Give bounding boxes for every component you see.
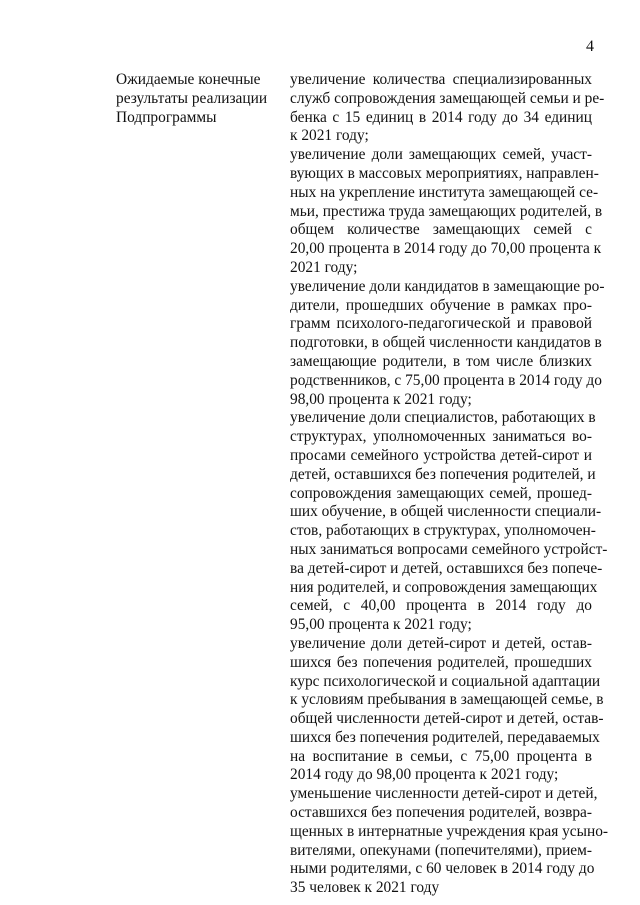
result-line: ва детей-сирот и детей, оставшихся без попече- <box>290 559 603 577</box>
result-line: ных заниматься вопросами семейного устройст- <box>290 540 608 558</box>
section-label-line: Подпрограммы <box>116 108 217 126</box>
result-line: мьи, престижа труда замещающих родителей, в <box>290 202 603 220</box>
result-line: 98,00 процента к 2021 году; <box>290 390 472 408</box>
section-label-line: результаты реализации <box>116 89 268 107</box>
result-item <box>290 277 605 410</box>
result-line: дители, прошедших обучение в рамках про- <box>290 296 592 314</box>
result-item <box>290 785 609 898</box>
result-line: 2021 году; <box>290 258 358 276</box>
result-item <box>290 409 608 635</box>
page-number: 4 <box>586 38 594 55</box>
expected-results-list <box>290 71 609 898</box>
result-line: 35 человек к 2021 году <box>290 879 440 897</box>
result-item <box>290 146 603 278</box>
result-line: ных на укрепление института замещающей се- <box>290 183 599 201</box>
result-item <box>290 71 605 146</box>
result-line: служб сопровождения замещающей семьи и ре- <box>290 89 605 107</box>
result-line: ших обучение, в общей численности специали- <box>290 503 602 521</box>
result-line: увеличение доли кандидатов в замещающие ро- <box>290 277 605 295</box>
result-line: просами семейного устройства детей-сирот и <box>290 446 592 464</box>
result-line: вующих в массовых мероприятиях, направлен- <box>290 164 599 182</box>
result-line: щенных в интернатные учреждения края усыно- <box>290 822 609 840</box>
result-line: оставшихся без попечения родителей, возвра- <box>290 804 592 822</box>
result-line: 95,00 процента к 2021 году; <box>290 616 472 634</box>
result-line: родственников, с 75,00 процента в 2014 году до <box>290 371 602 389</box>
result-line: увеличение доли специалистов, работающих в <box>290 409 596 427</box>
result-item <box>290 634 604 785</box>
result-line: ными родителями, с 60 человек в 2014 году до <box>290 860 595 878</box>
result-line: вителями, опекунами (попечителями), прием- <box>290 841 592 859</box>
result-line: к 2021 году; <box>290 127 369 145</box>
result-line: 20,00 процента в 2014 году до 70,00 процента к <box>290 240 602 258</box>
section-label <box>116 71 276 127</box>
result-line: общем количестве замещающих семей с <box>290 221 592 239</box>
result-line: уменьшение численности детей-сирот и детей, <box>290 785 598 803</box>
result-line: стов, работающих в структурах, уполномочен- <box>290 522 596 540</box>
result-line: структурах, уполномоченных заниматься во- <box>290 428 592 446</box>
result-line: семей, с 40,00 процента в 2014 году до <box>290 597 592 615</box>
result-line: детей, оставшихся без попечения родителей, и <box>290 465 596 483</box>
result-line: сопровождения замещающих семей, прошед- <box>290 484 592 502</box>
result-line: увеличение количества специализированных <box>290 71 592 88</box>
result-line: грамм психолого-педагогической и правовой <box>290 315 592 333</box>
result-line: общей численности детей-сирот и детей, остав- <box>290 710 604 728</box>
result-line: курс психологической и социальной адаптации <box>290 672 601 690</box>
result-line: увеличение доли замещающих семей, участ- <box>290 146 592 164</box>
result-line: увеличение доли детей-сирот и детей, остав- <box>290 634 592 652</box>
result-line: к условиям пребывания в замещающей семье, в <box>290 691 604 709</box>
result-line: подготовки, в общей численности кандидатов в <box>290 334 602 352</box>
result-line: 2014 году до 98,00 процента к 2021 году; <box>290 766 559 784</box>
section-label-line: Ожидаемые конечные <box>116 71 261 88</box>
result-line: шихся без попечения родителей, передаваемых <box>290 728 600 746</box>
result-line: шихся без попечения родителей, прошедших <box>290 653 592 671</box>
result-line: на воспитание в семьи, с 75,00 процента в <box>290 747 592 765</box>
result-line: бенка с 15 единиц в 2014 году до 34 единиц <box>290 108 592 126</box>
result-line: замещающие родители, в том числе близких <box>290 352 592 370</box>
result-line: ния родителей, и сопровождения замещающих <box>290 578 598 596</box>
